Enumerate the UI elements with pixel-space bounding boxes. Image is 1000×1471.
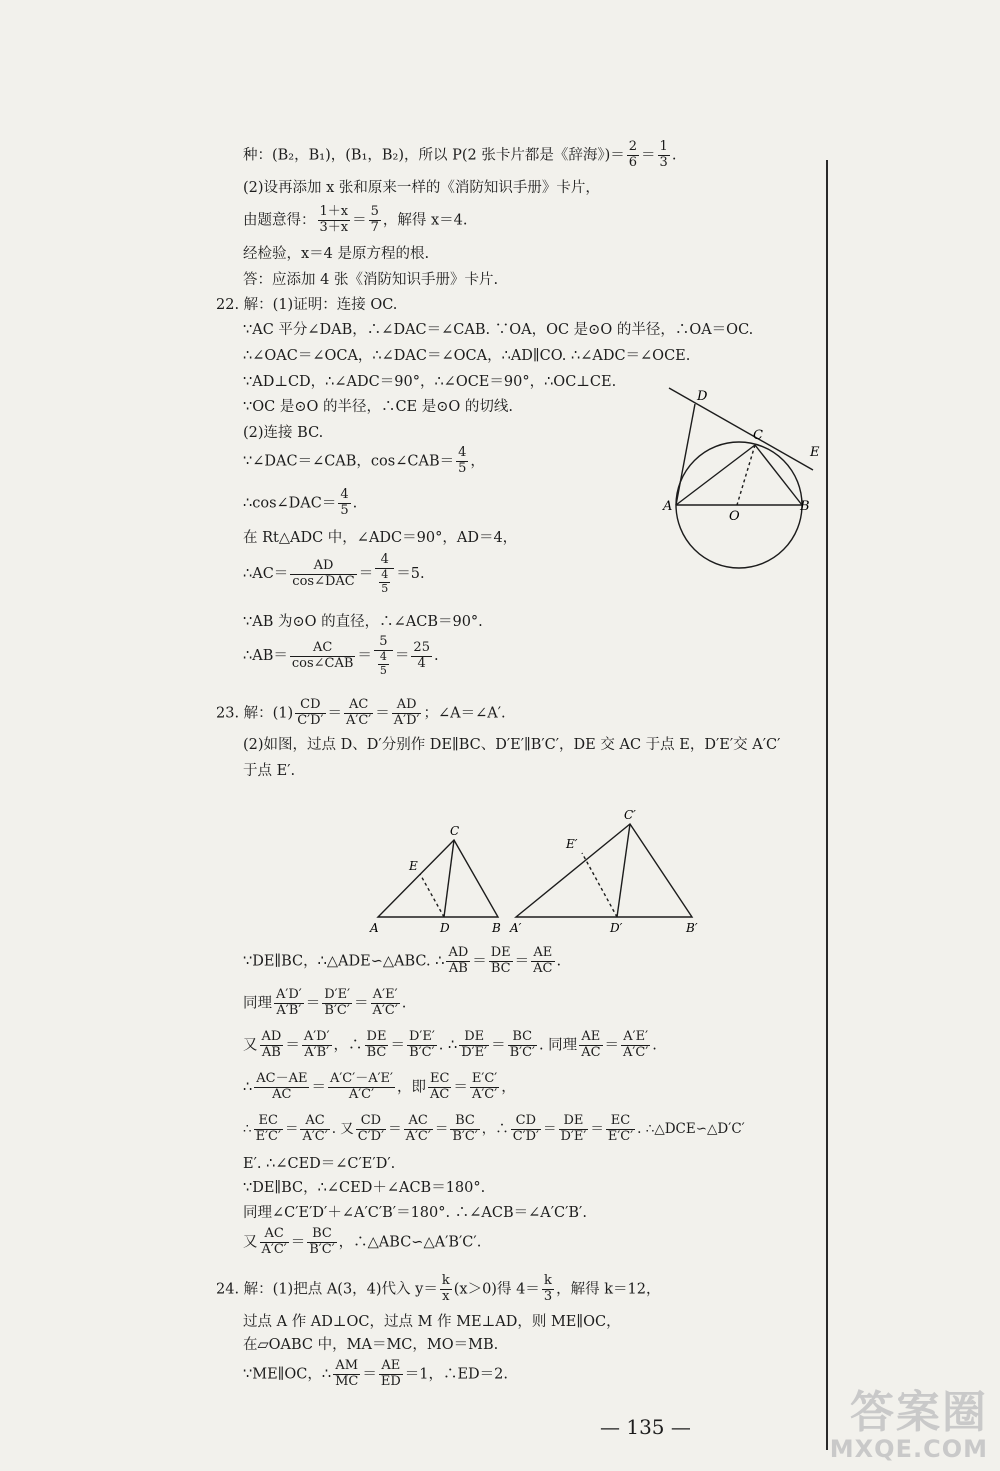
fraction: $\frac{1+x}{3+x}$	[319, 204, 349, 235]
text-line: ∵ME∥OC，∴ $\frac{AM}{MC}$ ＝ $\frac{AE}{ED}$ ＝1，∴ED＝2.	[243, 1358, 509, 1389]
fraction: $\frac{D'E'}{B'C'}$	[408, 1029, 435, 1060]
fraction: $\frac{A'C'-A'E'}{A'C'}$	[329, 1071, 393, 1102]
point-label: B′	[686, 921, 698, 935]
fraction: AD cos∠DAC	[292, 557, 355, 589]
point-label: E	[810, 445, 820, 460]
point-label: O	[729, 509, 740, 524]
fraction: $\frac{DE}{BC}$	[366, 1029, 387, 1060]
text-line: (2)设再添加 x 张和原来一样的《消防知识手册》卡片，	[243, 180, 600, 196]
fraction: $\frac{EC}{E'C'}$	[255, 1113, 281, 1144]
fraction: $\frac{AD}{AB}$	[261, 1029, 282, 1060]
text-line: ∴∠OAC＝∠OCA，∴∠DAC＝∠OCA，∴AD∥CO. ∴∠ADC＝∠OCE.	[243, 348, 691, 364]
text-line: E′. ∴∠CED＝∠C′E′D′.	[243, 1156, 396, 1172]
fraction: $\frac{5}{7}$	[370, 204, 379, 235]
fraction: $\frac{AD}{AB}$	[448, 945, 469, 976]
fraction: $\frac{AC}{A'C'}$	[405, 1113, 431, 1144]
text-line: 种：(B₂，B₁)，(B₁，B₂)，所以 P(2 张卡片都是《辞海》)＝ $\frac{2}{6}$ ＝ $\frac{1}{3}$ .	[243, 139, 677, 170]
fraction: $\frac{AC-AE}{AC}$	[256, 1071, 308, 1102]
fraction: $\frac{AC}{A'C'}$	[261, 1226, 287, 1257]
text-line: (2)连接 BC.	[243, 425, 324, 441]
text-line: 又 $\frac{AC}{A'C'}$ ＝ $\frac{BC}{B'C'}$ ，∴△ABC∽△A′B′C′.	[243, 1226, 482, 1257]
point-label: D	[697, 389, 708, 404]
text-line: ∵OC 是⊙O 的半径，∴CE 是⊙O 的切线.	[243, 399, 514, 415]
text-line: ∴ $\frac{EC}{E'C'}$ ＝ $\frac{AC}{A'C'}$ . 又 $\frac{CD}{C'D'}$ ＝ $\frac{AC}{A'C'}$ ＝ $\frac{BC}{B'C'}$ ，∴ $\frac{CD}{C'D'}$ ＝ $\frac{DE}{D'E'}$ ＝ $\frac{EC}{E'C'}$ . ∴△DCE∽△D′C′	[243, 1113, 745, 1144]
point-label: D	[440, 921, 450, 935]
fraction: $\frac{A'D'}{A'B'}$	[276, 987, 302, 1018]
point-label: B	[492, 921, 501, 935]
text-line: 由题意得： $\frac{1+x}{3+x}$ ＝ $\frac{5}{7}$ ，解得 x＝4.	[243, 204, 468, 235]
point-label: C	[753, 428, 763, 443]
fraction: $\frac{AC}{A'C'}$	[302, 1113, 328, 1144]
circle-figure	[655, 380, 830, 585]
fraction: $\frac{4}{5}$	[458, 445, 467, 476]
point-label: D′	[610, 921, 623, 935]
fraction: $\frac{AE}{AC}$	[533, 945, 553, 976]
text-line: ∴AB＝ AC cos∠CAB ＝ $\frac{5}{\frac{4}{5}}$ ＝ $\frac{25}{4}$ .	[243, 634, 439, 677]
text-line: ∵AC 平分∠DAB，∴∠DAC＝∠CAB. ∵OA，OC 是⊙O 的半径，∴OA＝OC.	[243, 322, 754, 338]
point-label: B	[800, 499, 810, 514]
fraction: $\frac{AE}{AC}$	[581, 1029, 601, 1060]
text-line: ∵AB 为⊙O 的直径，∴∠ACB＝90°.	[243, 614, 483, 630]
text-line: 同理∠C′E′D′＋∠A′C′B′＝180°. ∴∠ACB＝∠A′C′B′.	[243, 1205, 587, 1221]
text-line: 同理 $\frac{A'D'}{A'B'}$ ＝ $\frac{D'E'}{B'C'}$ ＝ $\frac{A'E'}{A'C'}$ .	[243, 987, 407, 1018]
fraction: $\frac{k}{x}$	[441, 1273, 450, 1304]
fraction: $\frac{A'E'}{A'C'}$	[372, 987, 398, 1018]
text-line: ∴ $\frac{AC-AE}{AC}$ ＝ $\frac{A'C'-A'E'}{A'C'}$ ，即 $\frac{EC}{AC}$ ＝ $\frac{E'C'}{A'C'}$ ，	[243, 1071, 516, 1102]
fraction: $\frac{AC}{A'C'}$	[346, 697, 372, 728]
fraction: $\frac{EC}{E'C'}$	[607, 1113, 634, 1144]
fraction: $\frac{DE}{D'E'}$	[461, 1029, 488, 1060]
fraction: $\frac{D'E'}{B'C'}$	[324, 987, 351, 1018]
text-line: ∵AD⊥CD，∴∠ADC＝90°，∴∠OCE＝90°，∴OC⊥CE.	[243, 374, 617, 390]
fraction: $\frac{25}{4}$	[413, 639, 430, 671]
fraction: $\frac{CD}{C'D'}$	[512, 1113, 539, 1144]
text-line: 于点 E′.	[243, 763, 296, 779]
fraction: $\frac{BC}{B'C'}$	[309, 1226, 335, 1257]
text-line: 在 Rt△ADC 中，∠ADC＝90°，AD＝4，	[243, 530, 518, 546]
fraction: $\frac{5}{\frac{4}{5}}$	[374, 635, 393, 677]
fraction: $\frac{BC}{B'C'}$	[509, 1029, 535, 1060]
point-label: A	[663, 499, 673, 514]
text-line: ∴AC＝ AD cos∠DAC ＝ $\frac{4}{\frac{4}{5}}$ ＝5.	[243, 552, 425, 595]
margin-rule	[826, 160, 828, 1450]
text-line: 在▱OABC 中，MA＝MC，MO＝MB.	[243, 1337, 499, 1353]
fraction: AC cos∠CAB	[291, 639, 354, 671]
watermark-logo-text: 答案圈	[850, 1387, 988, 1438]
text-line: 经检验，x＝4 是原方程的根.	[243, 246, 430, 262]
fraction: $\frac{A'E'}{A'C'}$	[623, 1029, 649, 1060]
text-line: 过点 A 作 AD⊥OC，过点 M 作 ME⊥AD，则 ME∥OC，	[243, 1314, 621, 1330]
fraction: $\frac{DE}{D'E'}$	[560, 1113, 587, 1144]
text-line: ∵DE∥BC，∴△ADE∽△ABC. ∴ $\frac{AD}{AB}$ ＝ $\frac{DE}{BC}$ ＝ $\frac{AE}{AC}$ .	[243, 945, 562, 976]
fraction: $\frac{CD}{C'D'}$	[357, 1113, 385, 1144]
text-span: 种：(B₂，B₁)，(B₁，B₂)，所以 P(2 张卡片都是《辞海》)＝	[243, 147, 625, 164]
fraction: $\frac{CD}{C'D'}$	[297, 697, 324, 728]
fraction: $\frac{AD}{A'D'}$	[393, 697, 420, 728]
fraction: $\frac{k}{3}$	[543, 1273, 553, 1304]
fraction: $\frac{BC}{B'C'}$	[452, 1113, 478, 1144]
text-line: (2)如图，过点 D、D′分别作 DE∥BC、D′E′∥B′C′，DE 交 AC 于点 E，D′E′交 A′C′	[243, 737, 781, 753]
text-line: 24. 解：(1)把点 A(3，4)代入 y＝ $\frac{k}{x}$ (x＞0)得 4＝ $\frac{k}{3}$ ，解得 k＝12，	[216, 1273, 661, 1304]
point-label: C	[450, 824, 460, 838]
fraction: $\frac{2}{6}$	[628, 139, 638, 170]
fraction: $\frac{AM}{MC}$	[335, 1358, 359, 1389]
point-label: A′	[510, 921, 522, 935]
text-line: ∵DE∥BC，∴∠CED＋∠ACB＝180°.	[243, 1180, 486, 1196]
fraction: $\frac{E'C'}{A'C'}$	[471, 1071, 498, 1102]
text-line: 23. 解：(1) $\frac{CD}{C'D'}$ ＝ $\frac{AC}{A'C'}$ ＝ $\frac{AD}{A'D'}$ ；∠A＝∠A′.	[216, 697, 506, 728]
fraction: $\frac{DE}{BC}$	[490, 945, 511, 976]
fraction: $\frac{4}{5}$	[340, 487, 349, 518]
triangles-figure	[360, 808, 715, 940]
point-label: A	[370, 921, 379, 935]
text-line: 又 $\frac{AD}{AB}$ ＝ $\frac{A'D'}{A'B'}$ ，∴ $\frac{DE}{BC}$ ＝ $\frac{D'E'}{B'C'}$ . ∴ $\frac{DE}{D'E'}$ ＝ $\frac{BC}{B'C'}$ . 同理 $\frac{AE}{AC}$ ＝ $\frac{A'E'}{A'C'}$ .	[243, 1029, 657, 1060]
text-line: 22. 解：(1)证明：连接 OC.	[216, 297, 398, 313]
fraction: $\frac{AE}{ED}$	[380, 1358, 401, 1389]
point-label: C′	[624, 808, 636, 822]
watermark-url: MXQE.COM	[829, 1435, 988, 1463]
watermark	[829, 1387, 988, 1463]
text-line: ∴cos∠DAC＝ $\frac{4}{5}$ .	[243, 487, 358, 518]
point-label: E′	[566, 837, 578, 851]
text-line: ∵∠DAC＝∠CAB，cos∠CAB＝ $\frac{4}{5}$ ，	[243, 445, 485, 476]
point-label: E	[409, 859, 418, 873]
fraction: $\frac{4}{\frac{4}{5}}$	[375, 553, 394, 595]
fraction: $\frac{1}{3}$	[659, 139, 668, 170]
text-line: 答：应添加 4 张《消防知识手册》卡片.	[243, 272, 499, 288]
page-number: — 135 —	[600, 1415, 691, 1439]
fraction: $\frac{EC}{AC}$	[429, 1071, 450, 1102]
fraction: $\frac{A'D'}{A'B'}$	[303, 1029, 330, 1060]
